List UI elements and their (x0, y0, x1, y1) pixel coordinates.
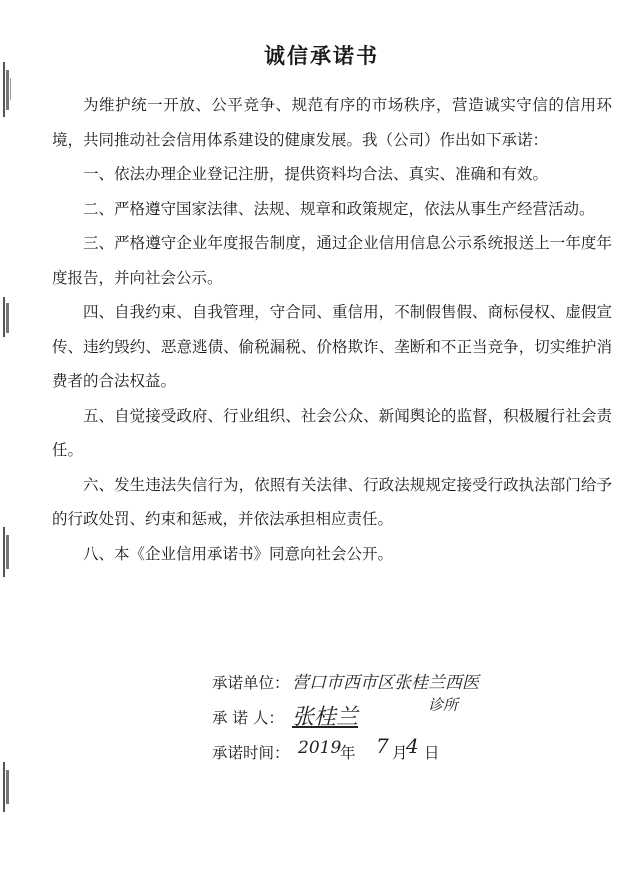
scan-artifact-mark (2, 60, 12, 120)
unit-label: 承诺单位： (212, 674, 290, 692)
paragraph-item-6: 六、发生违法失信行为，依照有关法律、行政法规规定接受行政执法部门给予的行政处罚、约束和惩戒，并依法承担相应责任。 (52, 475, 612, 528)
day-handwriting: 4 (406, 734, 419, 758)
month-handwriting: 7 (376, 734, 389, 758)
paragraph-item-1: 一、依法办理企业登记注册，提供资料均合法、真实、准确和有效。 (83, 165, 549, 183)
paragraph-intro: 为维护统一开放、公平竞争、规范有序的市场秩序，营造诚实守信的信用环境，共同推动社会信用体系建设的健康发展。我（公司）作出如下承诺： (52, 96, 612, 149)
paragraph-item-4: 四、自我约束、自我管理，守合同、重信用，不制假售假、商标侵权、虚假宣传、违约毁约、恶意逃债、偷税漏税、价格欺诈、垄断和不正当竞争，切实维护消费者的合法权益。 (52, 303, 612, 390)
time-label: 承诺时间： (212, 744, 290, 762)
paragraph-item-2: 二、严格遵守国家法律、法规、规章和政策规定，依法从事生产经营活动。 (83, 199, 595, 218)
paragraph-item-3: 三、严格遵守企业年度报告制度，通过企业信用信息公示系统报送上一年度年度报告，并向社会公示。 (52, 234, 612, 287)
person-signature: 张桂兰 (292, 705, 359, 730)
paragraph-item-8: 八、本《企业信用承诺书》同意向社会公开。 (83, 544, 394, 563)
signature-time-row (212, 738, 290, 768)
signature-person-row (212, 703, 284, 733)
month-char: 月 (392, 744, 408, 762)
unit-handwriting-line2: 诊所 (428, 696, 459, 714)
year-char: 年 (340, 744, 356, 762)
person-label: 承 诺 人： (212, 709, 284, 727)
signature-unit-row (212, 668, 290, 698)
scan-artifact-mark (2, 760, 12, 815)
document-body (52, 88, 612, 571)
scan-artifact-mark (2, 295, 12, 340)
unit-handwriting: 营口市西市区张桂兰西医 (292, 673, 479, 693)
paragraph-item-5: 五、自觉接受政府、行业组织、社会公众、新闻舆论的监督，积极履行社会责任。 (52, 406, 612, 459)
scan-artifact-mark (2, 525, 12, 580)
document-title: 诚信承诺书 (264, 44, 379, 68)
year-handwriting: 2019 (298, 738, 342, 758)
day-char: 日 (424, 744, 440, 762)
